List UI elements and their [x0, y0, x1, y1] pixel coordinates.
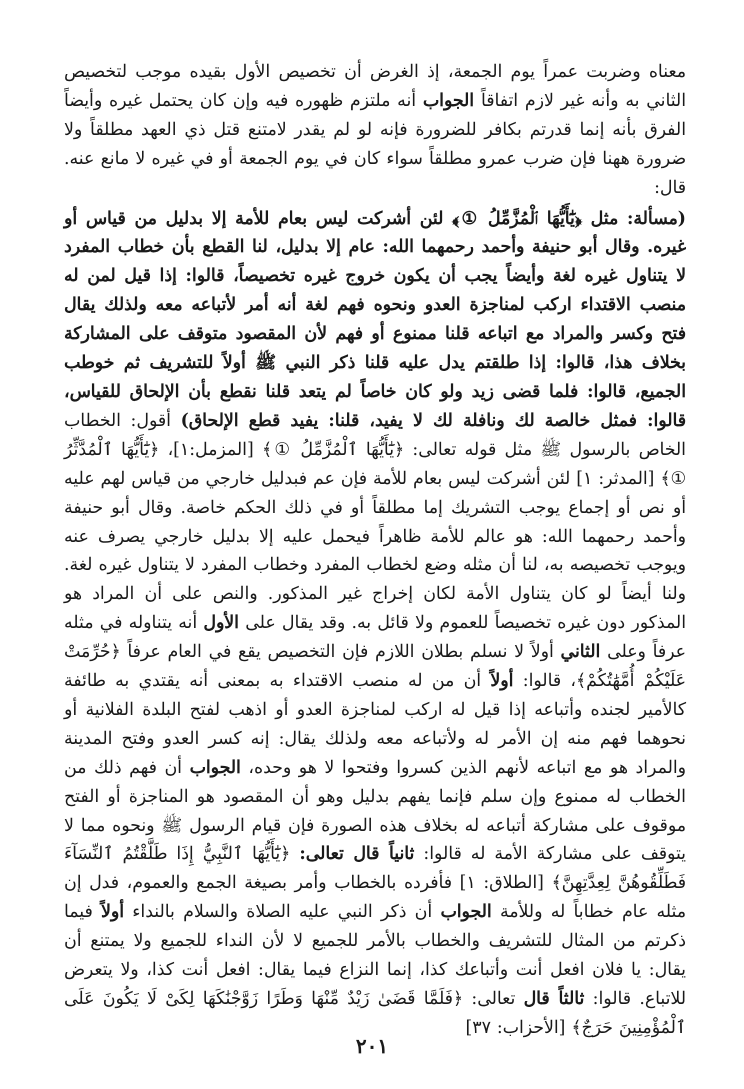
commentary-text: أقول: الخطاب الخاص بالرسول ﷺ مثل قوله تعالى: ﴿يَٰٓأَيُّهَا ٱلْمُزَّمِّلُ ①﴾ [المزمل:١]، ﴿يَٰٓأَيُّهَا ٱلْمُدَّثِّرُ ①﴾ [المدثر: ١] لئن أشركت ليس بعام للأمة فإن عم فبدليل خارجي من قياس لهم عليه أو نص أو إجماع يوجب التشريك إما مطلقاً أو في ذلك الحكم خاصة. وقال أبو حنيفة وأحمد رحمهما الله: هو عالم للأمة ظاهراً فيحمل عليه إلا بدليل خارجي يصرف عنه ويوجب تخصيصه به، لنا أن مثله وضع لخطاب المفرد وخطاب المفرد لا يتناول غيره لغة. ولنا أيضاً لو كان يتناول الأمة لكان إخراج غير المذكور. والنص على أن المراد هو المذكور دون غيره تخصيصاً للعموم ولا قائل به. وقد يقال على [64, 410, 686, 634]
commentary-text-2: أنه يتناوله في مثله عرفاً وعلى [64, 613, 686, 663]
keyword-thirdly: ثالثاً قال [523, 989, 585, 1009]
paragraph-intro [64, 58, 686, 203]
commentary-text-6: ﴿يَٰٓأَيُّهَا ٱلنَّبِيُّ إِذَا طَلَّقْتُمُ ٱلنِّسَآءَ فَطَلِّقُوهُنَّ لِعِدَّتِهِنَّ﴾ [الطلاق: ١] فأفرده بالخطاب وأمر بصيغة الجمع والعموم، فدل إن مثله عام خطاباً له وللأمة [64, 844, 686, 923]
commentary-text-end: تعالى: ﴿فَلَمَّا قَضَىٰ زَيْدٌ مِّنْهَا وَطَرًا زَوَّجْنَٰكَهَا لِكَىْ لَا يَكُونَ عَلَى ٱلْمُؤْمِنِينَ حَرَجٌ﴾ [الأحزاب: ٣٧] [64, 989, 686, 1038]
page-number: ٢٠١ [355, 1034, 389, 1058]
intro-text-rest: أنه ملتزم ظهوره فيه وإن كان يحتمل غيره وأيضاً الفرق بأنه إنما قدرتم بكافر للضرورة فإنه لو لم يقدر لامتنع قتل ذي العهد مطلقاً ولا ضرورة ههنا فإن ضرب عمرو مطلقاً سواء كان في يوم الجمعة أو في غيره لا مانع عنه. قال: [64, 90, 686, 198]
commentary-text-5: أن فهم ذلك من الخطاب له ممنوع وإن سلم فإنما يفهم بدليل وهو أن المقصود هو المناجزة أو الفتح موقوف على مشاركة أتباعه له بخلاف هذه الصورة فإن قيام الرسول ﷺ ونحوه مما لا يتوقف على مشاركة الأمة له قالوا: [64, 757, 686, 865]
keyword-firstly-2: أولاً [101, 902, 125, 923]
keyword-firstly: أولاً [490, 671, 514, 692]
commentary-text-7: أن ذكر النبي عليه الصلاة والسلام بالنداء [124, 902, 441, 923]
paragraph-issue [64, 205, 686, 1043]
commentary-text-4: أن من له منصب الاقتداء به بمعنى أنه يقتدي به طائفة كالأمير لجنده وأتباعه إذا قيل له اركب لمناجزة العدو أو اذهب لفتح البلدة الفلانية أو نحوهما فهم منه إن الأمر له ولأتباعه معه ولذلك يقال: إنه كسر العدو وفتح المدينة والمراد هو مع اتباعه لأنهم الذين كسروا وفتحوا لا هو وحده، [64, 671, 686, 778]
keyword-second: الثاني [560, 642, 601, 663]
keyword-answer: الجواب [189, 757, 241, 778]
keyword-answer-2: الجواب [440, 902, 492, 923]
commentary-text-3: أولاً لا نسلم بطلان اللازم فإن التخصيص يقع في العام عرفاً ﴿حُرِّمَتْ عَلَيْكُمْ أُمَّهَٰتُكُمْ﴾، قالوا: [64, 642, 686, 692]
keyword-first: الأول [203, 613, 239, 634]
commentary-text-8: فيما ذكرتم من المثال للتشريف والخطاب بالأمر للجميع لا لأن النداء للجميع ولا يمتنع أن يقال: يا فلان افعل أنت وأتباعك كذا، إنما النزاع فيما يقال: افعل أنت كذا، ولا يتعرض للاتباع. قالوا: [64, 902, 687, 1009]
issue-statement: (مسألة: مثل ﴿يَٰٓأَيُّهَا ٱلْمُزَّمِّلُ ①﴾ لئن أشركت ليس بعام للأمة إلا بدليل من قياس أو غيره. وقال أبو حنيفة وأحمد رحمهما الله: عام إلا بدليل، لنا القطع بأن خطاب المفرد لا يتناول غيره لغة وأيضاً يجب أن يكون خروج غيره تخصيصاً، قالوا: إذا قيل لمن له منصب الاقتداء اركب لمناجزة العدو ونحوه فهم لغة أنه أمر لأتباعه معه ولذلك يقال فتح وكسر والمراد مع اتباعه قلنا ممنوع أو فهم لأن المقصود متوقف على المشاركة بخلاف هذا، قالوا: إذا طلقتم يدل عليه قلنا ذكر النبي ﷺ أولاً للتشريف ثم خوطب الجميع، قالوا: فلما قضى زيد ولو كان خاصاً لم يتعد قلنا نقطع بأن الإلحاق للقياس، قالوا: فمثل خالصة لك ونافلة لك لا يفيد، قلنا: يفيد قطع الإلحاق) [64, 208, 686, 431]
intro-text: معناه وضربت عمراً يوم الجمعة، إذ الغرض أن تخصيص الأول بقيده موجب لتخصيص الثاني به وأنه غير لازم اتفاقاً [64, 62, 686, 111]
answer-keyword: الجواب [422, 90, 475, 111]
keyword-secondly: ثانياً قال تعالى: [299, 844, 415, 865]
